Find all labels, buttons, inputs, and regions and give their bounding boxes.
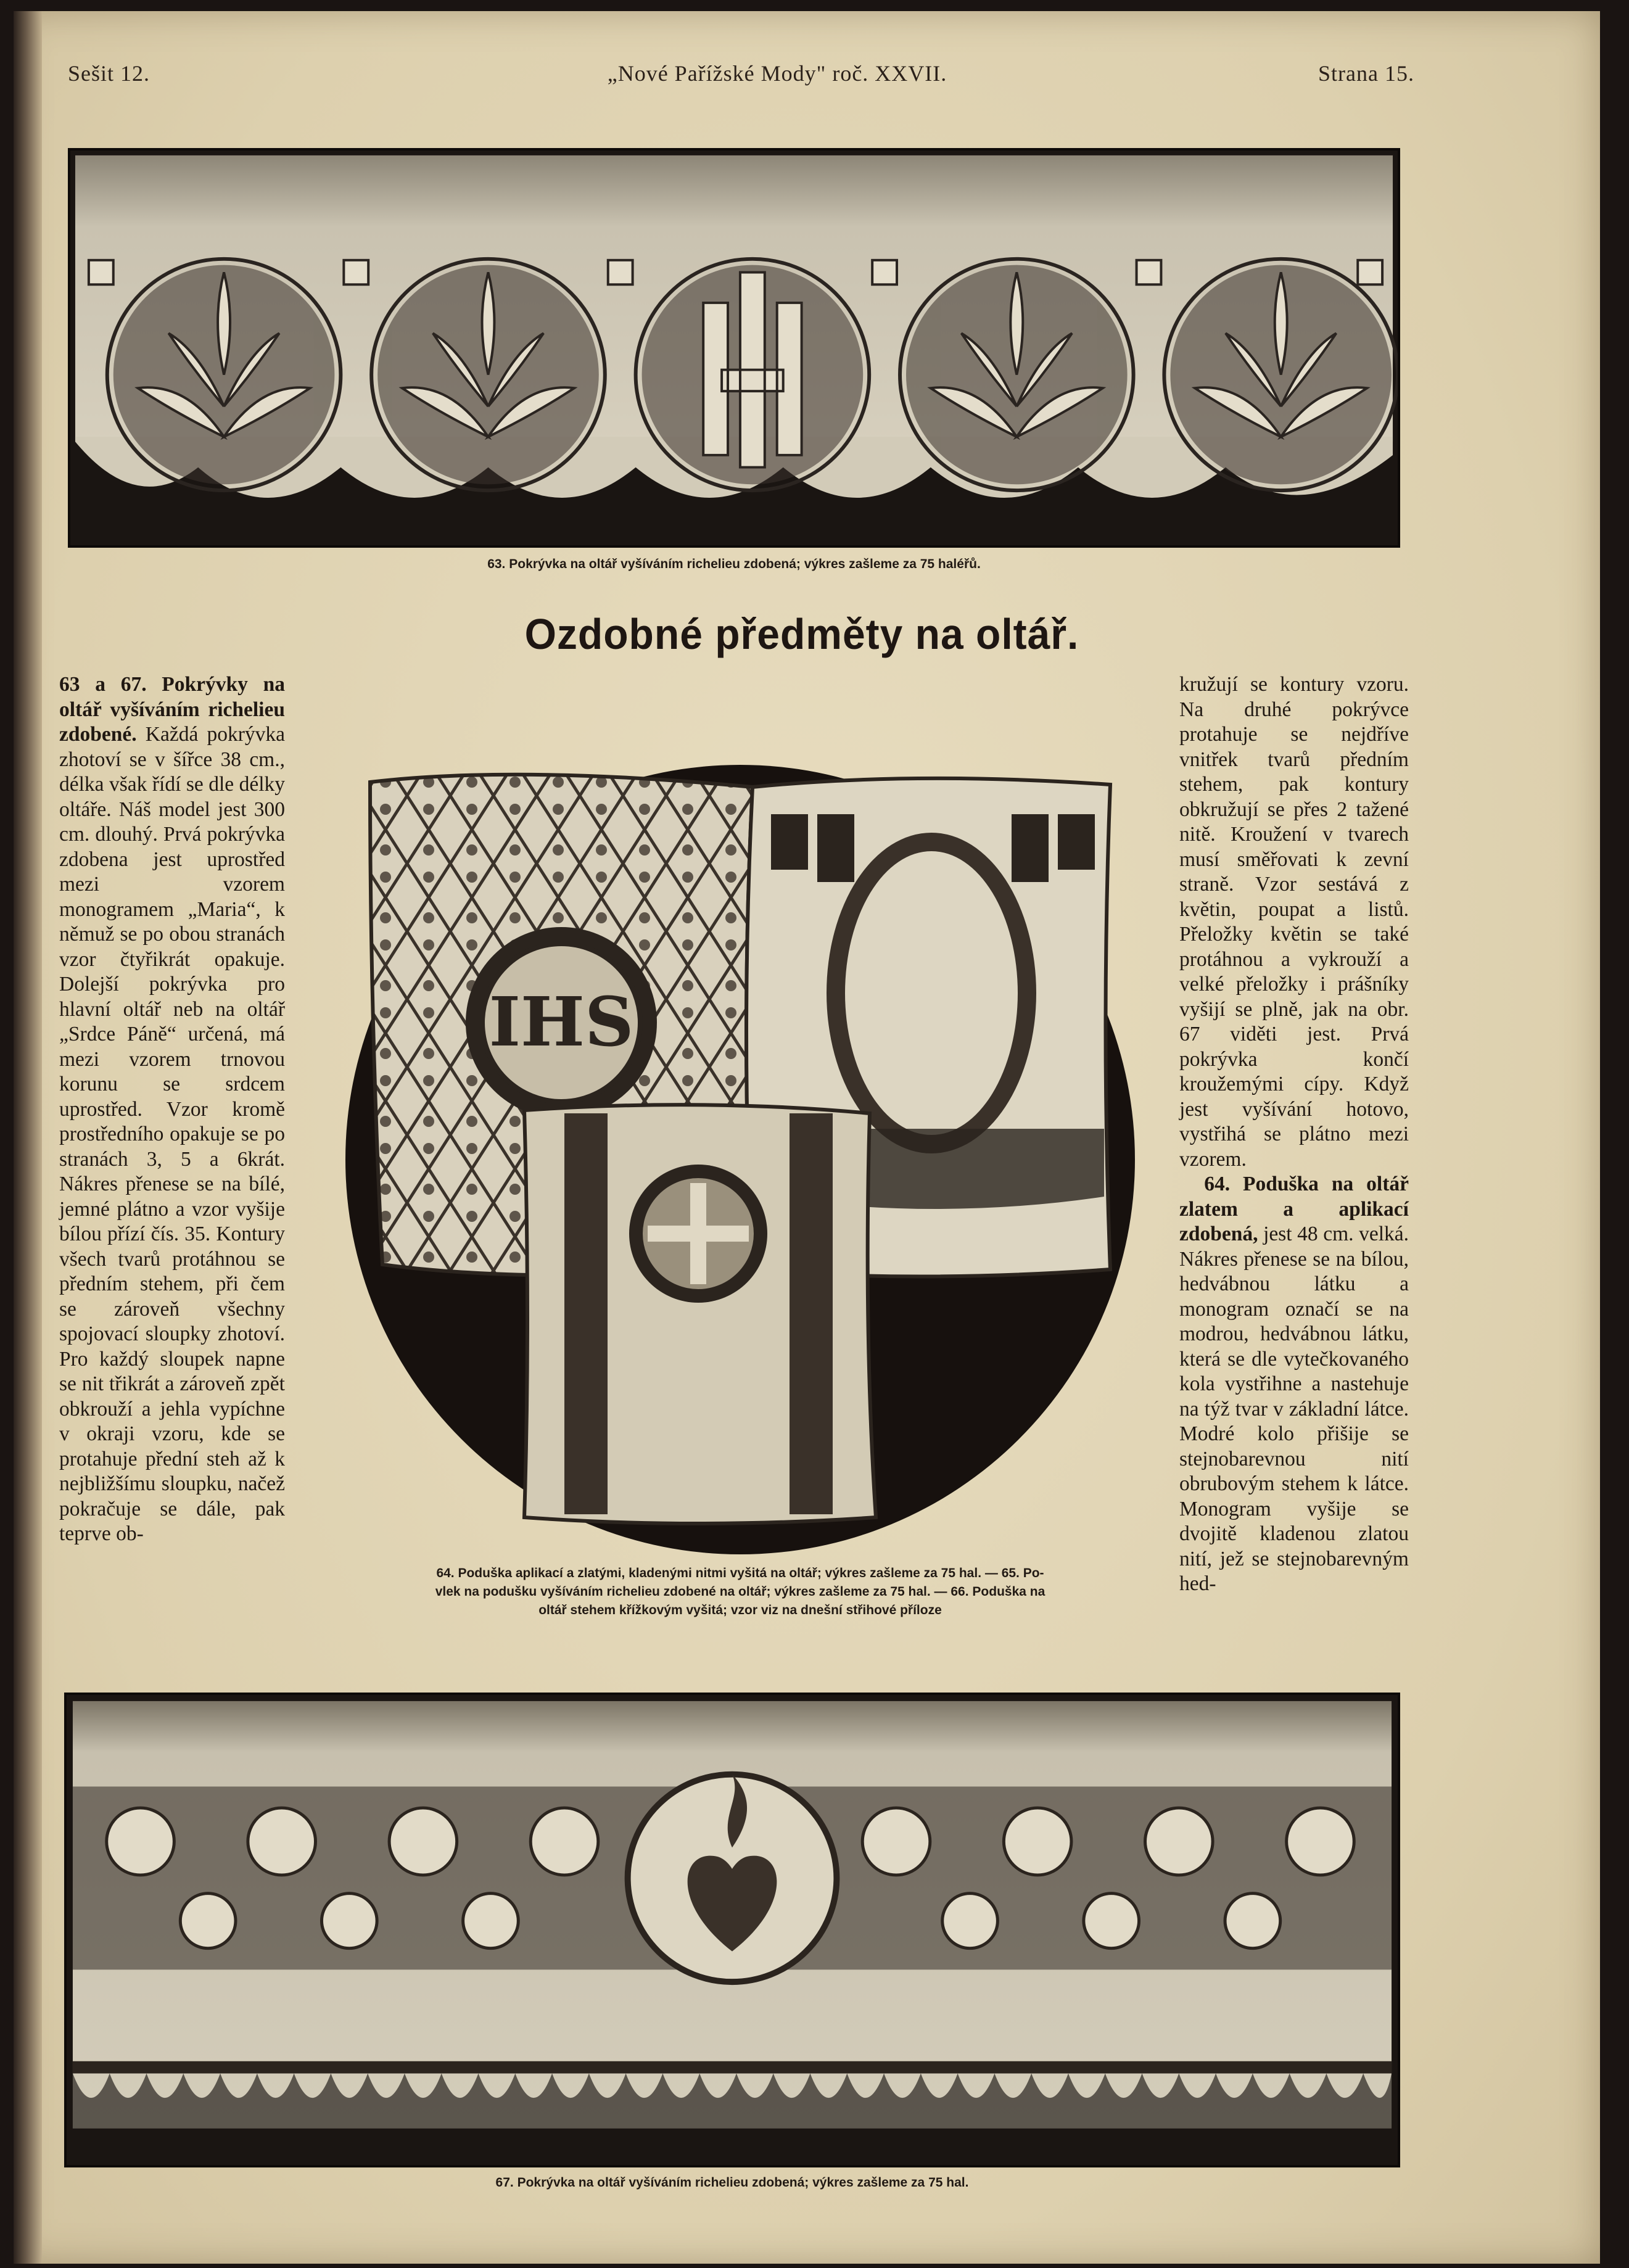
left-column-body: Každá pokrývka zhotoví se v šířce 38 cm., délka však řídí se dle délky oltáře. Náš model jest 300 cm. dlouhý. Prvá pokrývka zdobena jest uprostřed mezi vzorem monogramem „Maria“, k němuž se po obou stranách vzor čtyřikrát opakuje. Dolejší pokrývka pro hlavní oltář neb na oltář „Srdce Páně“ určená, má mezi vzorem trnovou korunu se srdcem uprostřed. Vzor kromě prostředního opakuje se po stranách 3, 5 a 6krát. Nákres přenese se na bílé, jemné plátno a vzor vyšije bílou přízí čís. 35. Kontury všech tvarů protáhnou se předním stehem, při čem se zároveň všechny spojovací sloupky zhotoví. Pro každý sloupek napne se nit třikrát a zároveň zpět obkrouží a jehla vypíchne v okraji vzoru, kde se protahuje přední steh až k nejbližšímu sloupku, načež pokračuje se dále, pak teprve ob-: [59, 723, 286, 1545]
right-column-heading-64: 64. Poduška na oltář zlatem a aplikací zdobená,: [1179, 1173, 1409, 1245]
caption-line-3: oltář stehem křížkovým vyšitá; vzor viz na dnešní střihové příloze: [538, 1603, 942, 1617]
figure-63-caption: 63. Pokrývka na oltář vyšíváním richelieu zdobená; výkres zašleme za 75 haléřů.: [487, 557, 981, 571]
caption-line-2: vlek na podušku vyšíváním richelieu zdobené na oltář; výkres zašleme za 75 hal. — 66. Poduška na: [435, 1585, 1045, 1599]
richelieu-pattern-illustration: [70, 151, 1398, 545]
right-text-column: [1179, 672, 1409, 1597]
richelieu-heart-pattern-illustration: [67, 1695, 1398, 2165]
figure-64-66-caption: [308, 1564, 1172, 1620]
right-column-body-2: jest 48 cm. velká. Nákres přenese se na bílou, hedvábnou látku a monogram označí se na modrou, hedvábnou látku, která se dle vytečkovaného kola vystřihne a nastehuje na týž tvar v základní látce. Modré kolo přišije se stejnobarevnou nití obrubovým stehem k látce. Monogram vyšije se dvojitě kladenou zlatou nití, jež se stejnobarevným hed-: [1179, 1223, 1409, 1595]
magazine-title: „Nové Pařížské Mody" roč. XXVII.: [607, 61, 947, 86]
right-column-body-1: kružují se kontury vzoru. Na druhé pokrývce protahuje se nejdříve vnitřek tvarů předním stehem, pak kontury obkružují se přes 2 tažené nitě. Kroužení v tvarech musí směřovati k zevní straně. Vzor sestává z květin, poupat a listů. Přeložky květin se také protáhnou a vykrouží a velké přeložky i prášníky vyšijí se plně, jak na obr. 67 viděti jest. Prvá pokrývka končí kroužemými cípy. Když jest vyšívání hotovo, vystřihá se plátno mezi vzorem.: [1179, 673, 1409, 1171]
cushions-illustration: [321, 728, 1160, 1573]
article-title: Ozdobné předměty na oltář.: [524, 610, 1079, 658]
figure-63-altar-cloth: [68, 148, 1400, 548]
figure-64-66-cushions: [321, 728, 1160, 1573]
page-number: Strana 15.: [1318, 61, 1414, 86]
ihs-monogram: IHS: [489, 982, 634, 1062]
left-column-heading: 63 a 67. Pokrývky na oltář vyšíváním richelieu zdobené.: [59, 673, 285, 746]
figure-67-caption: 67. Pokrývka na oltář vyšíváním richelieu zdobená; výkres zašleme za 75 hal.: [495, 2175, 969, 2190]
page-spine-shadow: [14, 11, 42, 2264]
issue-number: Sešit 12.: [68, 61, 151, 86]
caption-line-1: 64. Poduška aplikací a zlatými, kladenými nitmi vyšitá na oltář; výkres zašleme za 75 hal. — 65. Po-: [436, 1566, 1044, 1580]
left-text-column: [59, 672, 285, 1547]
figure-67-altar-cloth: [64, 1693, 1400, 2167]
